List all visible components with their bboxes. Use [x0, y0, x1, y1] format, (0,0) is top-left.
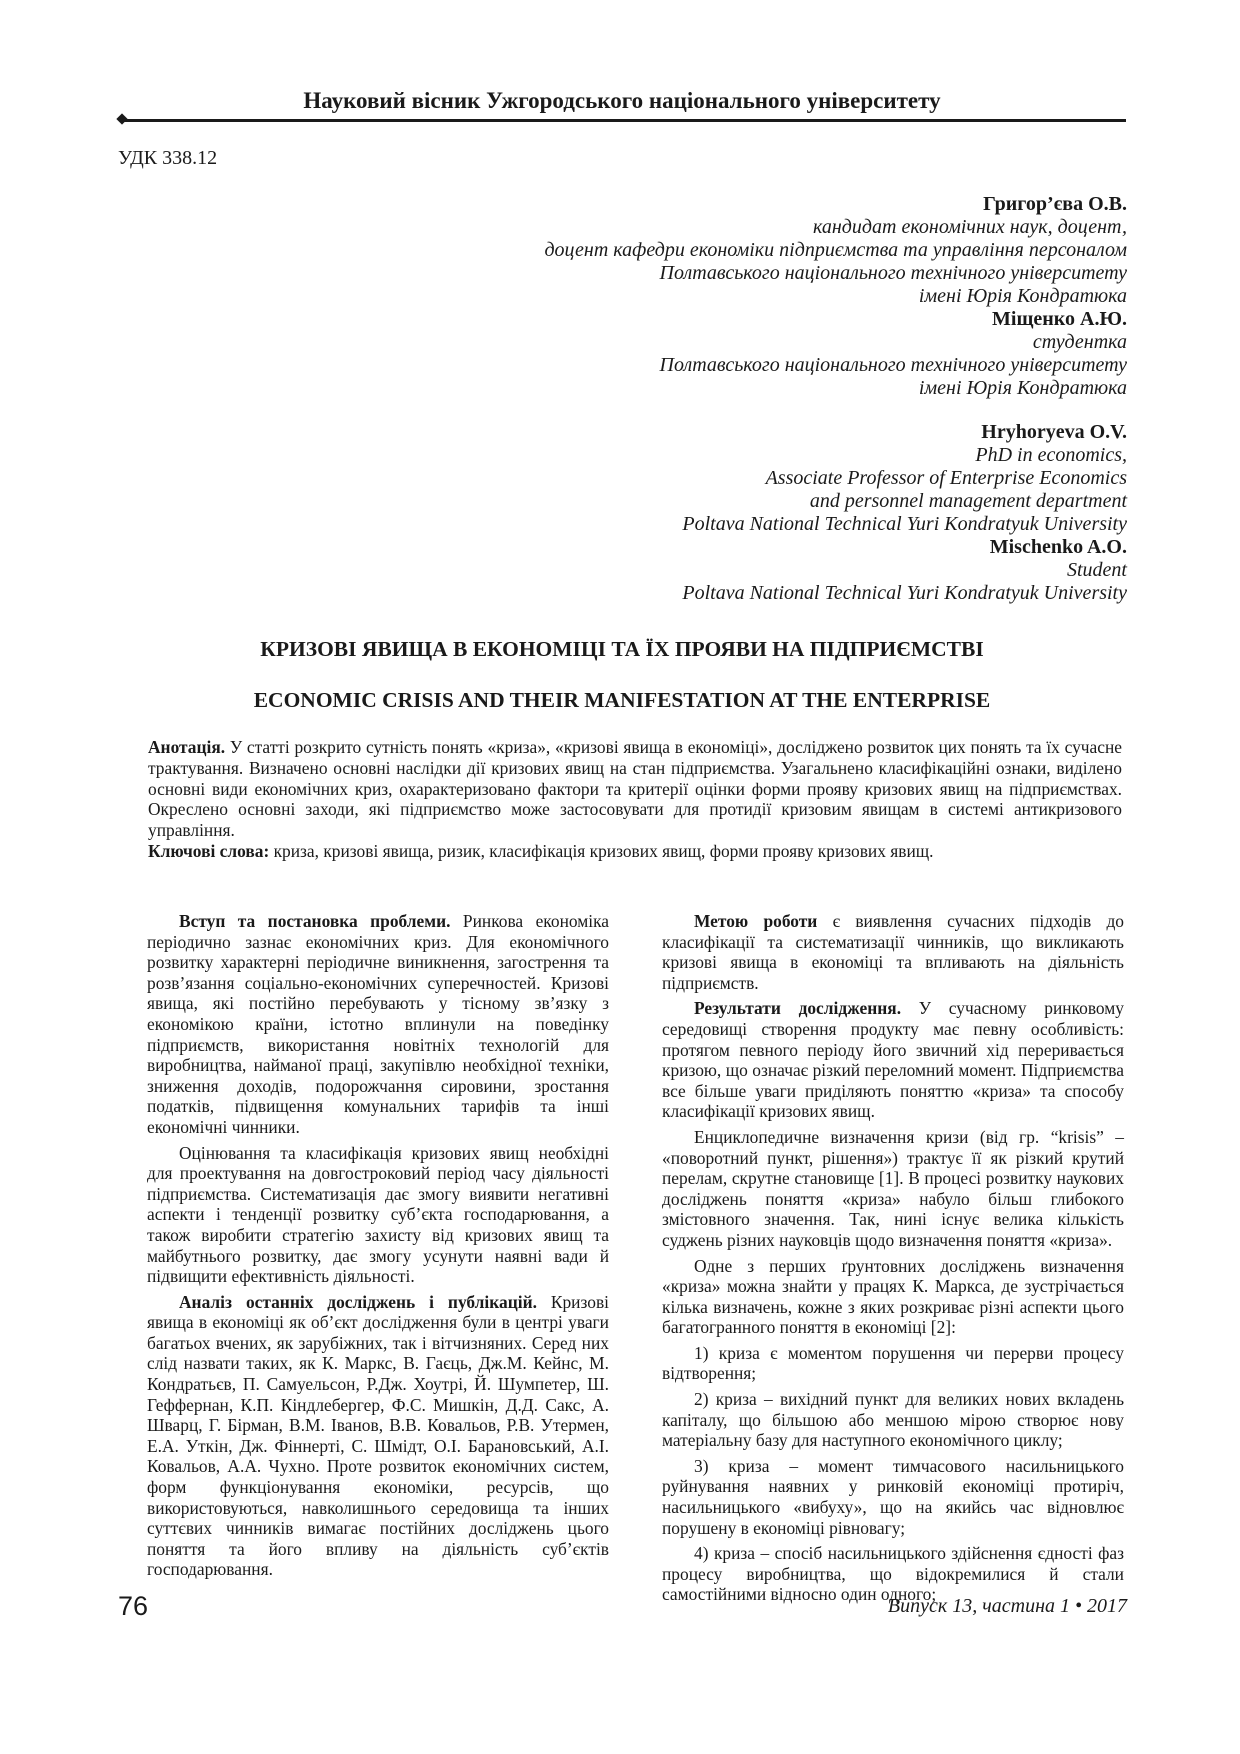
body-paragraph: [147, 1143, 609, 1287]
paragraph-text: Кризові явища в економіці як об’єкт дослідження були в центрі уваги багатьох вчених, як зарубіжних, так і вітчизняних. Серед них слід назвати таких, як К. Маркс, В. Гаєць, Дж.М. Кейнс, М. Кондратьєв, П. Самуельсон, Р.Дж. Хоутрі, Й. Шумпетер, Ш. Геффернан, К.П. Кіндлебергер, Ф.С. Мишкін, Д.Д. Сакс, А. Шварц, Г. Бірман, В.М. Іванов, В.В. Ковальов, Р.В. Утермен, Е.А. Уткін, Дж. Фіннерті, С. Шмідт, О.І. Барановський, А.І. Ковальов, А.А. Чухно. Проте розвиток економічних систем, форм функціонування економіки, ресурсів, що використовуються, навколишнього середовища та інших суттєвих чинників вимагає постійних досліджень цього поняття та його впливу на діяльність суб’єктів господарювання.: [147, 1291, 609, 1580]
body-paragraph: [147, 911, 609, 1138]
udk-code: УДК 338.12: [118, 147, 218, 169]
abstract-block: [148, 737, 1122, 862]
body-paragraph: [662, 1456, 1124, 1538]
body-paragraph: [662, 998, 1124, 1122]
paragraph-text: У сучасному ринковому середовищі створення продукту має певну особливість: протягом певного періоду його звичний хід переривається кризою, що означає різкий переломний момент. Підприємства все більше уваги приділяють поняттю «криза» та способу класифікації кризових явищ.: [662, 998, 1124, 1122]
page-number: 76: [118, 1591, 149, 1621]
author1-affiliation-en-line: Poltava National Technical Yuri Kondratyuk University: [682, 513, 1127, 535]
author2-affiliation-en-line: Poltava National Technical Yuri Kondratyuk University: [682, 582, 1127, 604]
paragraph-lead: Результати дослідження.: [694, 998, 902, 1019]
body-column-left: [147, 911, 609, 1585]
paragraph-text: 1) криза є моментом порушення чи перерви процесу відтворення;: [662, 1342, 1124, 1384]
journal-header: [118, 86, 1126, 122]
body-paragraph: [662, 911, 1124, 993]
author2-name-ua: Міщенко А.Ю.: [992, 308, 1127, 330]
author1-name-en: Hryhoryeva O.V.: [981, 421, 1127, 443]
body-paragraph: [662, 1127, 1124, 1251]
header-rule: [124, 119, 1126, 122]
author1-affiliation-ua-line: імені Юрія Кондратюка: [918, 285, 1127, 307]
paragraph-lead: Вступ та постановка проблеми.: [179, 911, 451, 931]
author1-affiliation-en-line: PhD in economics,: [975, 444, 1127, 466]
author1-affiliation-ua-line: доцент кафедри економіки підприємства та управління персоналом: [544, 239, 1127, 261]
keywords-paragraph: [148, 841, 1122, 862]
author1-affiliation-en-line: Associate Professor of Enterprise Economics: [765, 467, 1127, 489]
author2-name-en: Mischenko A.O.: [989, 536, 1127, 558]
article-title-english: ECONOMIC CRISIS AND THEIR MANIFESTATION AT THE ENTERPRISE: [253, 688, 991, 712]
author2-affiliation-ua-line: Полтавського національного технічного університету: [659, 354, 1127, 376]
body-paragraph: [662, 1256, 1124, 1338]
paragraph-text: 3) криза – момент тимчасового насильницького руйнування наявних у ринковій економіці протиріч, насильницького «вибуху», що на якийсь час відновлює порушену в економіці рівновагу;: [662, 1455, 1124, 1538]
abstract-paragraph: [148, 737, 1122, 841]
paragraph-text: 2) криза – вихідний пункт для великих нових вкладень капіталу, що більшою або меншою мірою створює нову матеріальну базу для наступного економічного циклу;: [662, 1389, 1124, 1451]
paragraph-text: Енциклопедичне визначення кризи (від гр. “krisis” – «поворотний пункт, рішення») трактує її як різкий крутий перелам, скрутне становище [1]. В процесі розвитку наукових досліджень поняття «криза» набуло більш глибокого змістовного значення. Так, нині існує велика кількість суджень різних науковців щодо визначення поняття «криза».: [662, 1126, 1124, 1250]
abstract-label: Анотація.: [148, 737, 226, 757]
author2-affiliation-ua-line: імені Юрія Кондратюка: [918, 377, 1127, 399]
paragraph-lead: Аналіз останніх досліджень і публікацій.: [179, 1291, 537, 1312]
author1-affiliation-ua-line: кандидат економічних наук, доцент,: [813, 216, 1127, 238]
author2-affiliation-ua-line: студентка: [1032, 331, 1127, 353]
paragraph-text: є виявлення сучасних підходів до класифікації та систематизації чинників, що викликають кризові явища в економіці та впливають на діяльність підприємств.: [662, 911, 1124, 993]
paragraph-text: Одне з перших ґрунтовних досліджень визначення «криза» можна знайти у працях К. Маркса, де зустрічається кілька визначень, кожне з яких розкриває різні аспекти цього багатогранного поняття в економіці [2]:: [662, 1255, 1124, 1338]
authors-block: [367, 193, 1127, 605]
issue-info: Випуск 13, частина 1 • 2017: [887, 1595, 1127, 1617]
paragraph-lead: Метою роботи: [694, 911, 818, 931]
body-paragraph: [662, 1389, 1124, 1451]
keywords-text: криза, кризові явища, ризик, класифікація кризових явищ, форми прояву кризових явищ.: [269, 840, 934, 861]
keywords-label: Ключові слова:: [148, 840, 270, 861]
author1-affiliation-en-line: and personnel management department: [809, 490, 1127, 512]
paragraph-text: Оцінювання та класифікація кризових явищ необхідні для проектування на довгостроковий період часу діяльності підприємства. Систематизація дає змогу виявити негативні аспекти і тенденції розвитку суб’єкта господарювання, а також виробити стратегію захисту від кризових явищ та майбутнього розвитку, дає змогу усунути наявні вади й підвищити ефективність діяльності.: [147, 1142, 609, 1287]
article-title-ukrainian: КРИЗОВІ ЯВИЩА В ЕКОНОМІЦІ ТА ЇХ ПРОЯВИ НА ПІДПРИЄМСТВІ: [260, 637, 984, 661]
author1-name-ua: Григор’єва О.В.: [983, 193, 1127, 215]
body-paragraph: [662, 1343, 1124, 1384]
author1-affiliation-ua-line: Полтавського національного технічного університету: [659, 262, 1127, 284]
author2-affiliation-en-line: Student: [1067, 559, 1127, 581]
journal-title: Науковий вісник Ужгородського національного університету: [303, 88, 941, 113]
body-paragraph: [147, 1292, 609, 1580]
body-column-right: [662, 911, 1124, 1610]
abstract-text: У статті розкрито сутність понять «криза», «кризові явища в економіці», досліджено розвиток цих понять та їх сучасне трактування. Визначено основні наслідки дії кризових явищ на стан підприємства. Узагальнено класифікаційні ознаки, виділено основні види економічних криз, охарактеризовано фактори та критерії оцінки форми прояву кризових явищ на підприємствах. Окреслено основні заходи, які підприємство може застосовувати для протидії кризовим явищам в системі антикризового управління.: [148, 737, 1122, 841]
paragraph-text: 4) криза – спосіб насильницького здійснення єдності фаз процесу виробництва, що відокремилися й стали самостійними відносно один одного;: [662, 1543, 1124, 1605]
paragraph-text: Ринкова економіка періодично зазнає економічних криз. Для економічного розвитку характерні періодичне виникнення, загострення та розв’язання соціально-економічних суперечностей. Кризові явища, які постійно перебувають у тісному зв’язку з економікою країни, істотно вплинули на поведінку підприємств, використання новітніх технологій для виробництва, найманої праці, закупівлю необхідної техніки, зниження доходів, подорожчання сировини, зростання податків, підвищення комунальних тарифів та інші економічні чинники.: [147, 911, 609, 1137]
